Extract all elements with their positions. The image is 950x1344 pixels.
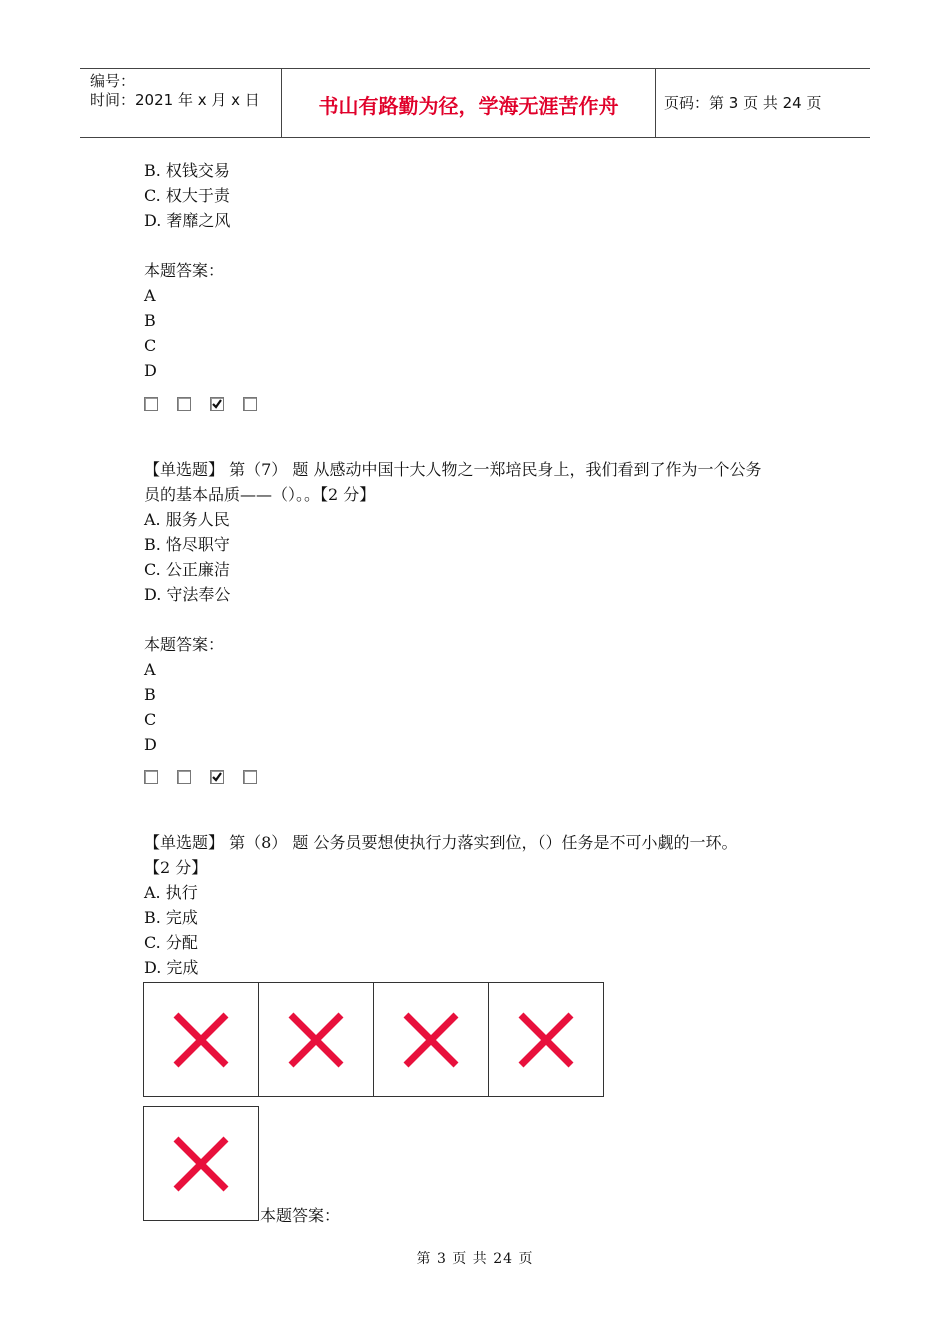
- q7-title-line2: 员的基本品质——（）。。【2 分】: [144, 485, 376, 504]
- header-left-cell: [80, 69, 281, 137]
- q6-checkbox-b[interactable]: [177, 397, 191, 411]
- q7-checkbox-d[interactable]: [243, 770, 257, 784]
- q6-answer-label: 本题答案：: [144, 261, 225, 280]
- red-x-icon: [287, 1011, 345, 1069]
- q7-checkbox-a[interactable]: [144, 770, 158, 784]
- q8-answer-label: 本题答案：: [260, 1206, 341, 1225]
- broken-image-2: [258, 982, 374, 1097]
- page-footer: 第 3 页 共 24 页: [416, 1251, 534, 1267]
- q7-option-b: B. 恪尽职守: [144, 535, 230, 554]
- q7-answer-d: D: [144, 735, 157, 754]
- q8-title-line1: 【单选题】 第（8） 题 公务员要想使执行力落实到位，（）任务是不可小觑的一环。: [144, 833, 738, 852]
- q6-answer-a: A: [144, 286, 156, 305]
- q7-answer-a: A: [144, 660, 156, 679]
- q7-checkbox-b[interactable]: [177, 770, 191, 784]
- motto: 书山有路勤为径，学海无涯苦作舟: [318, 94, 619, 118]
- broken-image-5: [143, 1106, 259, 1221]
- q6-answer-c: C: [144, 336, 157, 355]
- checkmark-icon: [211, 398, 223, 410]
- q7-answer-c: C: [144, 710, 157, 729]
- broken-image-1: [143, 982, 259, 1097]
- q7-answer-label: 本题答案：: [144, 635, 225, 654]
- red-x-icon: [172, 1011, 230, 1069]
- q6-checkbox-a[interactable]: [144, 397, 158, 411]
- page-header: [80, 68, 870, 138]
- time-label: 时间：2021 年 x 月 x 日: [90, 91, 260, 109]
- q7-option-a: A. 服务人民: [144, 510, 230, 529]
- q8-option-a: A. 执行: [144, 883, 198, 902]
- q8-title-line2: 【2 分】: [144, 858, 208, 877]
- q8-option-c: C. 分配: [144, 933, 198, 952]
- q6-option-b: B. 权钱交易: [144, 161, 230, 180]
- q7-checkbox-c[interactable]: [210, 770, 224, 784]
- q6-answer-d: D: [144, 361, 157, 380]
- q6-option-c: C. 权大于责: [144, 186, 230, 205]
- q6-answer-b: B: [144, 311, 156, 330]
- q7-answer-b: B: [144, 685, 156, 704]
- q6-option-d: D. 奢靡之风: [144, 211, 231, 230]
- red-x-icon: [402, 1011, 460, 1069]
- red-x-icon: [172, 1135, 230, 1193]
- header-right-cell: [655, 69, 870, 137]
- code-label: 编号：: [90, 72, 136, 90]
- q8-option-d: D. 完成: [144, 958, 199, 977]
- q8-option-b: B. 完成: [144, 908, 198, 927]
- q6-checkbox-c[interactable]: [210, 397, 224, 411]
- q7-option-c: C. 公正廉洁: [144, 560, 230, 579]
- header-middle-cell: [281, 69, 656, 137]
- q6-checkbox-d[interactable]: [243, 397, 257, 411]
- q7-option-d: D. 守法奉公: [144, 585, 231, 604]
- broken-image-3: [373, 982, 489, 1097]
- red-x-icon: [517, 1011, 575, 1069]
- broken-image-4: [488, 982, 604, 1097]
- checkmark-icon: [211, 771, 223, 783]
- q7-title-line1: 【单选题】 第（7） 题 从感动中国十大人物之一郑培民身上，我们看到了作为一个公务: [144, 460, 762, 479]
- page-info: 页码：第 3 页 共 24 页: [664, 94, 822, 112]
